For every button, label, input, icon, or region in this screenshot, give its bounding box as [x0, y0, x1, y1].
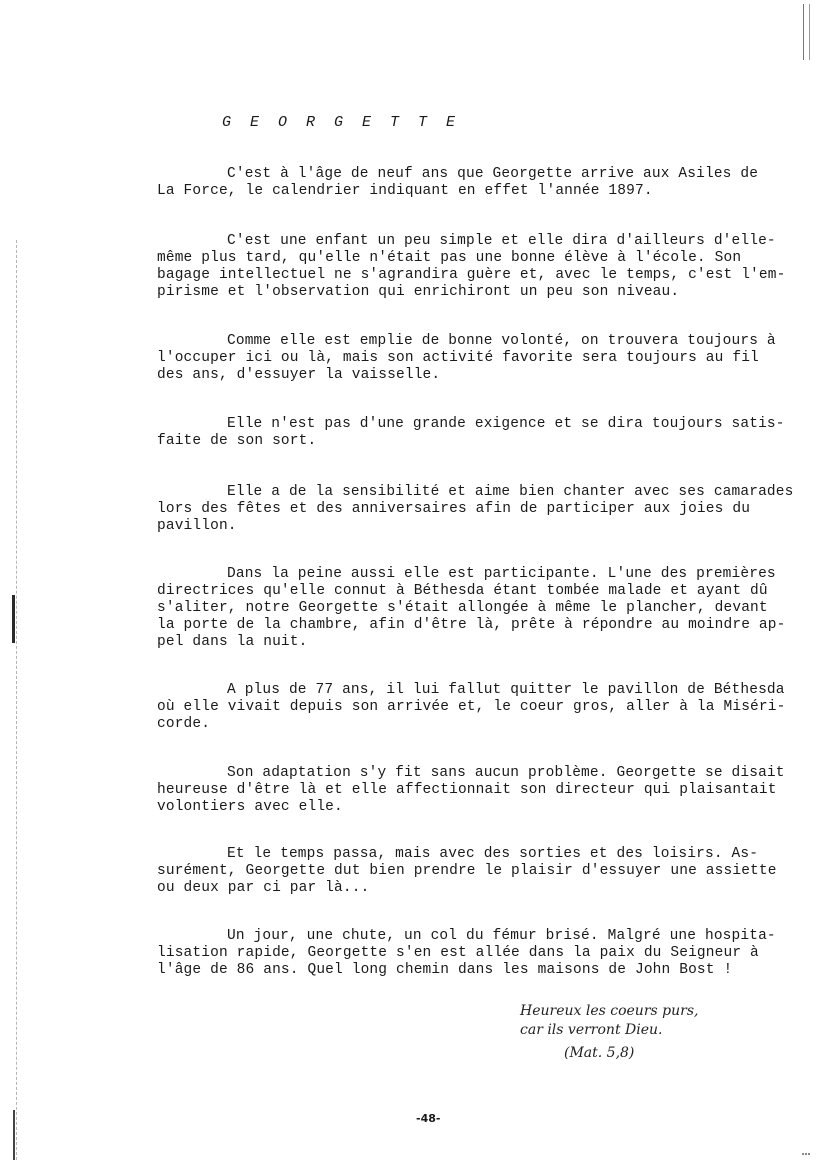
paragraph-line: C'est à l'âge de neuf ans que Georgette arrive aux Asiles de: [227, 166, 759, 182]
paragraph-line: lisation rapide, Georgette s'en est allée dans la paix du Seigneur à: [157, 945, 759, 961]
paragraph-line: l'occuper ici ou là, mais son activité favorite sera toujours au fil: [157, 350, 759, 366]
scan-artifact-right: [802, 1153, 810, 1163]
paragraph-line: La Force, le calendrier indiquant en effet l'année 1897.: [157, 183, 653, 199]
page-title: G E O R G E T T E: [222, 114, 461, 131]
paragraph-line: Elle a de la sensibilité et aime bien chanter avec ses camarades: [227, 484, 794, 500]
paragraph-1: [157, 166, 757, 200]
paragraph-6: [157, 566, 786, 651]
paragraph-line: surément, Georgette dut bien prendre le plaisir d'essuyer une assiette: [157, 863, 777, 879]
paragraph-10: [157, 928, 776, 979]
paragraph-line: pel dans la nuit.: [157, 634, 308, 650]
paragraph-line: s'aliter, notre Georgette s'était allongée à même le plancher, devant: [157, 600, 768, 616]
paragraph-line: Son adaptation s'y fit sans aucun problème. Georgette se disait: [227, 765, 785, 781]
paragraph-line: bagage intellectuel ne s'agrandira guère et, avec le temps, c'est l'em-: [157, 267, 786, 283]
scripture-quote: [520, 1002, 698, 1063]
paragraph-line: heureuse d'être là et elle affectionnait son directeur qui plaisantait: [157, 782, 777, 798]
paragraph-line: la porte de la chambre, afin d'être là, prête à répondre au moindre ap-: [157, 617, 786, 633]
paragraph-line: pavillon.: [157, 518, 237, 534]
paragraph-line: pirisme et l'observation qui enrichiront un peu son niveau.: [157, 284, 680, 300]
paragraph-line: même plus tard, qu'elle n'était pas une bonne élève à l'école. Son: [157, 250, 742, 266]
scan-border-left: [16, 240, 17, 1160]
paragraph-line: corde.: [157, 716, 211, 732]
paragraph-line: Elle n'est pas d'une grande exigence et se dira toujours satis-: [227, 416, 785, 432]
paragraph-line: lors des fêtes et des anniversaires afin de participer aux joies du: [157, 501, 751, 517]
paragraph-line: Dans la peine aussi elle est participante. L'une des premières: [227, 566, 776, 582]
paragraph-line: Un jour, une chute, un col du fémur brisé. Malgré une hospita-: [227, 928, 776, 944]
paragraph-line: l'âge de 86 ans. Quel long chemin dans les maisons de John Bost !: [157, 962, 733, 978]
paragraph-line: volontiers avec elle.: [157, 799, 343, 815]
paragraph-4: [157, 416, 785, 450]
scan-artifact-left-bottom: [13, 1110, 15, 1160]
paragraph-7: [157, 682, 786, 733]
paragraph-line: faite de son sort.: [157, 433, 317, 449]
paragraph-line: C'est une enfant un peu simple et elle dira d'ailleurs d'elle-: [227, 233, 776, 249]
paragraph-line: directrices qu'elle connut à Béthesda étant tombée malade et ayant dû: [157, 583, 768, 599]
paragraph-line: Comme elle est emplie de bonne volonté, on trouvera toujours à: [227, 333, 776, 349]
quote-line-1: Heureux les coeurs purs,: [520, 1003, 699, 1019]
paragraph-2: [157, 233, 786, 301]
scan-artifact-left: [12, 595, 15, 643]
page-number: -48-: [416, 1112, 441, 1125]
scan-border-right: [803, 4, 810, 60]
paragraph-line: Et le temps passa, mais avec des sorties et des loisirs. As-: [227, 846, 759, 862]
quote-line-2: car ils verront Dieu.: [520, 1022, 663, 1038]
paragraph-line: A plus de 77 ans, il lui fallut quitter le pavillon de Béthesda: [227, 682, 785, 698]
paragraph-9: [157, 846, 777, 897]
paragraph-line: des ans, d'essuyer la vaisselle.: [157, 367, 441, 383]
paragraph-line: où elle vivait depuis son arrivée et, le coeur gros, aller à la Miséri-: [157, 699, 786, 715]
paragraph-3: [157, 333, 776, 384]
paragraph-5: [157, 484, 794, 535]
paragraph-line: ou deux par ci par là...: [157, 880, 370, 896]
quote-reference: (Mat. 5,8): [564, 1045, 635, 1061]
paragraph-8: [157, 765, 785, 816]
